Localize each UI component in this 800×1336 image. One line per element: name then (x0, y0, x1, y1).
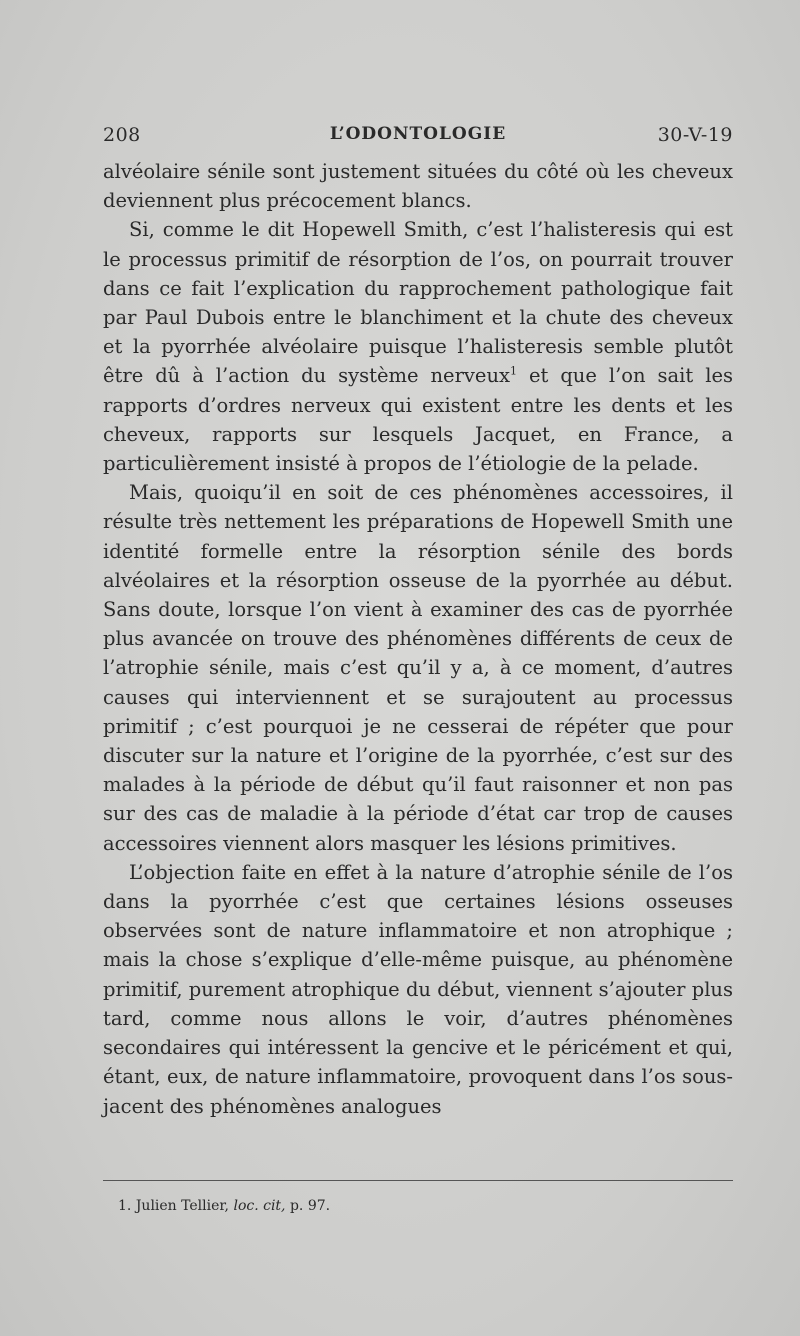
footnote-number: 1. (118, 1198, 132, 1214)
footnote (118, 1196, 718, 1216)
issue-date: 30-V-19 (657, 124, 733, 146)
footnote-author: Julien Tellier, (135, 1198, 230, 1214)
footnote-divider (103, 1180, 733, 1181)
paragraph-accessory-phenomena: Mais, quoiqu’il en soit de ces phénomènes accessoires, il résulte très nettement les préparations de Hopewell Smith une identité formelle entre la résorption sénile des bords alvéolaires et la résorption osseuse de la pyorrhée au début. Sans doute, lorsque l’on vient à examiner des cas de pyorrhée plus avancée on trouve des phénomènes différents de ceux de l’atrophie sénile, mais c’est qu’il y a, à ce moment, d’autres causes qui interviennent et se surajoutent au processus primitif ; c’est pourquoi je ne cesserai de répéter que pour discuter sur la nature et l’origine de la pyorrhée, c’est sur des malades à la période de début qu’il faut raisonner et non pas sur des cas de maladie à la période d’état car trop de causes accessoires viennent alors masquer les lésions primitives. (103, 481, 733, 855)
paragraph-objection: L’objection faite en effet à la nature d’atrophie sénile de l’os dans la pyorrhée c’est que certaines lésions osseuses observées sont de nature inflammatoire et non atrophique ; mais la chose s’explique d’elle-même puisque, au phénomène primitif, purement atrophique du début, viennent s’ajouter plus tard, comme nous allons le voir, d’autres phénomènes secondaires qui intéressent la gencive et le péricément et qui, étant, eux, de nature inflammatoire, provoquent dans l’os sous-jacent des phénomènes analogues (103, 860, 733, 1118)
paragraph-continued: alvéolaire sénile sont justement situées du côté où les cheveux deviennent plus précocement blancs. (103, 160, 733, 213)
page-number: 208 (103, 124, 141, 146)
paragraph-text: et que l’on sait les rapports d’ordres nerveux qui existent entre les dents et les cheveux, rapports sur lesquels Jacquet, en France, a particulièrement insisté à propos de l’étiologie de la pelade. (103, 364, 733, 476)
paragraph-hopewell-smith (103, 215, 733, 478)
body-text (103, 157, 733, 1121)
running-header (103, 124, 733, 152)
footnote-marker: 1 (510, 364, 518, 378)
paragraph-text: Si, comme le dit Hopewell Smith, c’est l’halisteresis qui est le processus primitif de résorption de l’os, on pourrait trouver dans ce fait l’explication du rapprochement pathologique fait par Paul Dubois entre le blanchiment et la chute des cheveux et la pyorrhée alvéolaire puisque l’halisteresis semble plutôt être dû à l’action du système nerveux (103, 218, 733, 388)
footnote-ref: loc. cit, (233, 1198, 286, 1214)
journal-title: L’ODONTOLOGIE (329, 124, 507, 144)
footnote-page: p. 97. (289, 1198, 331, 1214)
